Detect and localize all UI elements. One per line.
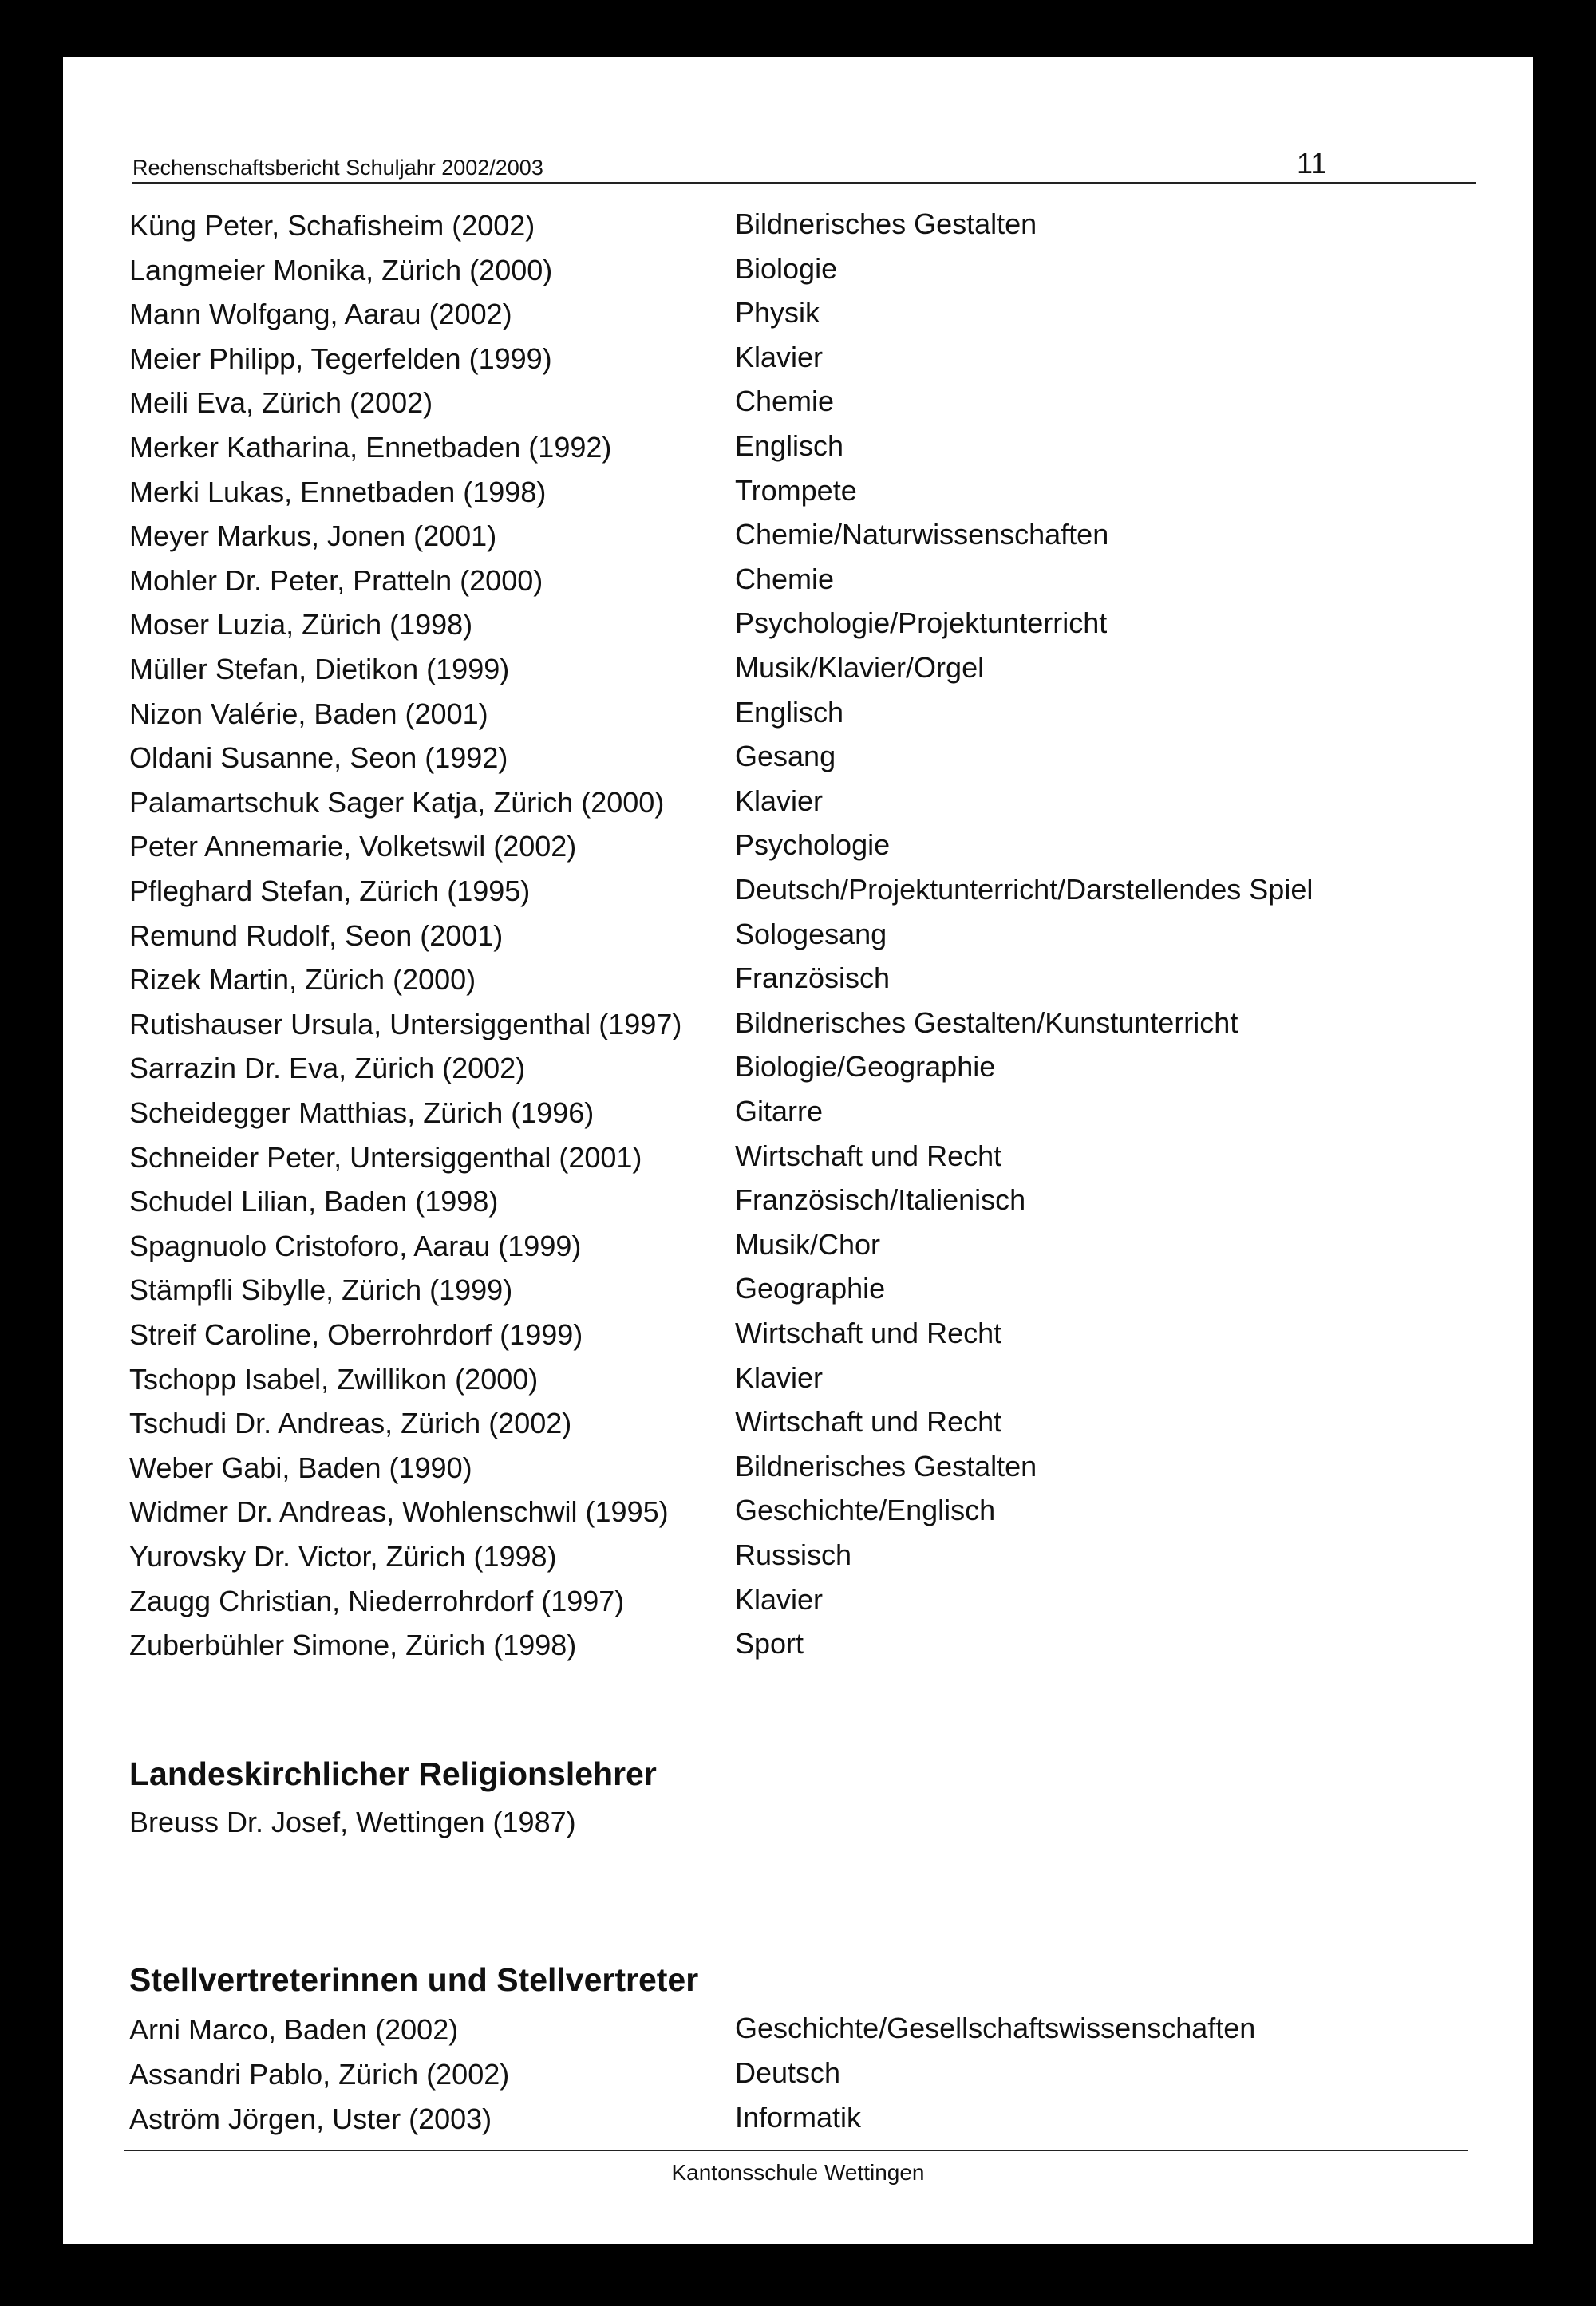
teacher-subject: Chemie/Naturwissenschaften — [735, 518, 1109, 551]
teacher-subject: Chemie — [735, 385, 835, 417]
teacher-subject: Biologie/Geographie — [735, 1050, 996, 1083]
teacher-name: Rizek Martin, Zürich (2000) — [129, 963, 476, 996]
teacher-subject: Psychologie — [735, 828, 891, 861]
list-item — [63, 431, 1533, 474]
teacher-subject: Wirtschaft und Recht — [735, 1405, 1002, 1438]
list-item — [63, 1141, 1533, 1184]
list-item — [63, 1407, 1533, 1450]
list-item — [63, 2013, 1533, 2056]
list-item — [63, 1540, 1533, 1583]
footer-text: Kantonsschule Wettingen — [671, 2160, 925, 2185]
teacher-subject: Gitarre — [735, 1095, 824, 1127]
list-item — [63, 1318, 1533, 1361]
list-item — [63, 1629, 1533, 1672]
substitute-name: Aström Jörgen, Uster (2003) — [129, 2103, 492, 2135]
teacher-subject: Bildnerisches Gestalten/Kunstunterricht — [735, 1006, 1238, 1039]
religion-heading: Landeskirchlicher Religionslehrer — [129, 1755, 657, 1792]
list-item — [63, 1273, 1533, 1317]
list-item — [63, 1495, 1533, 1538]
teacher-subject: Französisch/Italienisch — [735, 1183, 1026, 1216]
list-item — [63, 963, 1533, 1006]
teacher-name: Moser Luzia, Zürich (1998) — [129, 608, 473, 641]
teacher-name: Pfleghard Stefan, Zürich (1995) — [129, 875, 531, 907]
teacher-subject: Französisch — [735, 961, 891, 994]
list-item — [63, 298, 1533, 341]
teacher-subject: Musik/Klavier/Orgel — [735, 651, 985, 684]
substitute-subject: Informatik — [735, 2101, 862, 2134]
list-item — [63, 1052, 1533, 1095]
header-title: Rechenschaftsbericht Schuljahr 2002/2003 — [132, 156, 543, 180]
teacher-subject: Klavier — [735, 1361, 824, 1394]
teacher-subject: Sport — [735, 1627, 804, 1660]
list-item — [63, 1185, 1533, 1228]
list-item — [63, 564, 1533, 607]
teacher-subject: Russisch — [735, 1538, 852, 1571]
teacher-name: Streif Caroline, Oberrohrdorf (1999) — [129, 1318, 583, 1351]
teacher-name: Remund Rudolf, Seon (2001) — [129, 919, 504, 952]
teacher-name: Meili Eva, Zürich (2002) — [129, 386, 433, 419]
list-item — [63, 786, 1533, 829]
teacher-name: Meier Philipp, Tegerfelden (1999) — [129, 342, 552, 375]
list-item — [63, 2058, 1533, 2101]
teacher-name: Nizon Valérie, Baden (2001) — [129, 697, 488, 730]
teacher-name: Peter Annemarie, Volketswil (2002) — [129, 830, 577, 863]
teacher-subject: Bildnerisches Gestalten — [735, 207, 1037, 240]
teacher-name: Zaugg Christian, Niederrohrdorf (1997) — [129, 1585, 625, 1617]
teacher-name: Küng Peter, Schafisheim (2002) — [129, 209, 535, 242]
teacher-name: Schudel Lilian, Baden (1998) — [129, 1185, 499, 1218]
page-number: 11 — [1297, 147, 1327, 180]
teacher-subject: Trompete — [735, 474, 857, 507]
substitute-name: Arni Marco, Baden (2002) — [129, 2013, 459, 2046]
teacher-subject: Biologie — [735, 252, 838, 285]
teacher-name: Scheidegger Matthias, Zürich (1996) — [129, 1096, 595, 1129]
teacher-name: Widmer Dr. Andreas, Wohlenschwil (1995) — [129, 1495, 669, 1528]
list-item — [63, 830, 1533, 873]
list-item — [63, 697, 1533, 740]
list-item — [63, 476, 1533, 519]
list-item — [63, 919, 1533, 962]
substitute-subject: Geschichte/Gesellschaftswissenschaften — [735, 2012, 1256, 2044]
teacher-name: Meyer Markus, Jonen (2001) — [129, 519, 497, 552]
teacher-subject: Wirtschaft und Recht — [735, 1139, 1002, 1172]
list-item — [63, 1096, 1533, 1139]
teacher-subject: Geschichte/Englisch — [735, 1494, 996, 1526]
list-item — [63, 1230, 1533, 1273]
teacher-name: Yurovsky Dr. Victor, Zürich (1998) — [129, 1540, 557, 1573]
list-item — [63, 741, 1533, 784]
header-rule — [132, 182, 1476, 184]
teacher-name: Mann Wolfgang, Aarau (2002) — [129, 298, 512, 330]
teacher-subject: Physik — [735, 296, 820, 329]
list-item — [63, 653, 1533, 696]
substitutes-heading: Stellvertreterinnen und Stellvertreter — [129, 1961, 699, 1998]
teacher-subject: Klavier — [735, 784, 824, 817]
list-item — [63, 342, 1533, 385]
teacher-name: Tschopp Isabel, Zwillikon (2000) — [129, 1363, 539, 1396]
teacher-subject: Wirtschaft und Recht — [735, 1317, 1002, 1349]
teacher-subject: Chemie — [735, 563, 835, 595]
teacher-subject: Deutsch/Projektunterricht/Darstellendes Spiel — [735, 873, 1314, 906]
teacher-name: Mohler Dr. Peter, Pratteln (2000) — [129, 564, 543, 597]
list-item — [63, 1008, 1533, 1051]
list-item — [63, 1585, 1533, 1628]
teacher-subject: Englisch — [735, 696, 844, 729]
list-item — [63, 386, 1533, 429]
teacher-subject: Klavier — [735, 341, 824, 373]
teacher-name: Langmeier Monika, Zürich (2000) — [129, 254, 553, 286]
list-item — [63, 254, 1533, 297]
teacher-name: Weber Gabi, Baden (1990) — [129, 1451, 472, 1484]
footer-rule — [124, 2150, 1468, 2151]
teacher-subject: Bildnerisches Gestalten — [735, 1450, 1037, 1483]
list-item — [63, 209, 1533, 252]
teacher-name: Spagnuolo Cristoforo, Aarau (1999) — [129, 1230, 582, 1262]
teacher-name: Stämpfli Sibylle, Zürich (1999) — [129, 1273, 513, 1306]
teacher-subject: Psychologie/Projektunterricht — [735, 606, 1108, 639]
teacher-name: Müller Stefan, Dietikon (1999) — [129, 653, 510, 685]
list-item — [63, 1451, 1533, 1495]
teacher-name: Schneider Peter, Untersiggenthal (2001) — [129, 1141, 642, 1174]
teacher-subject: Gesang — [735, 740, 836, 772]
list-item — [63, 2103, 1533, 2146]
document-page — [63, 57, 1533, 2244]
substitute-subject: Deutsch — [735, 2056, 841, 2089]
teacher-subject: Klavier — [735, 1583, 824, 1616]
teacher-subject: Geographie — [735, 1272, 886, 1305]
teacher-name: Sarrazin Dr. Eva, Zürich (2002) — [129, 1052, 526, 1084]
list-item — [63, 1363, 1533, 1406]
teacher-name: Merker Katharina, Ennetbaden (1992) — [129, 431, 612, 464]
list-item — [63, 519, 1533, 563]
teacher-name: Tschudi Dr. Andreas, Zürich (2002) — [129, 1407, 572, 1439]
religion-teacher-name: Breuss Dr. Josef, Wettingen (1987) — [129, 1806, 576, 1838]
teacher-name: Zuberbühler Simone, Zürich (1998) — [129, 1629, 577, 1661]
teacher-subject: Sologesang — [735, 918, 887, 950]
list-item — [63, 1806, 1533, 1849]
list-item — [63, 875, 1533, 918]
teacher-name: Rutishauser Ursula, Untersiggenthal (1997) — [129, 1008, 682, 1040]
teacher-subject: Musik/Chor — [735, 1228, 881, 1261]
substitute-name: Assandri Pablo, Zürich (2002) — [129, 2058, 510, 2091]
teacher-name: Palamartschuk Sager Katja, Zürich (2000) — [129, 786, 665, 819]
teacher-name: Merki Lukas, Ennetbaden (1998) — [129, 476, 547, 508]
list-item — [63, 608, 1533, 651]
teacher-name: Oldani Susanne, Seon (1992) — [129, 741, 508, 774]
teacher-subject: Englisch — [735, 429, 844, 462]
